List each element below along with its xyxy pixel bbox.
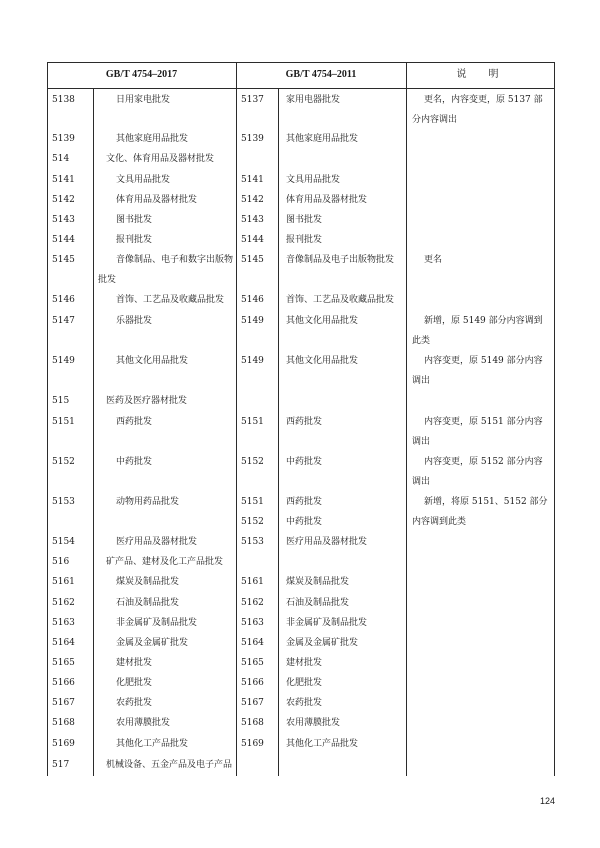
code-2011: 5165: [241, 658, 264, 668]
code-2017: 5149: [52, 356, 75, 366]
name-2017: 金属及金属矿批发: [116, 638, 189, 648]
note-content: 内容变更，原 5149 部分内容调出: [412, 356, 543, 386]
name-2017: 报刊批发: [116, 235, 153, 245]
name-2011: 其他文化用品批发: [286, 356, 359, 366]
code-2017: 5162: [52, 598, 75, 608]
code-2017: 5143: [52, 215, 75, 225]
name-2017: 中药批发: [116, 457, 153, 467]
code-2017: 514: [52, 154, 70, 164]
code-2017: 517: [52, 760, 70, 770]
note-content: 内容变更，原 5151 部分内容调出: [412, 417, 543, 447]
note-text: [412, 412, 550, 452]
name-2017: 其他化工产品批发: [116, 739, 189, 749]
code-2017: 515: [52, 396, 70, 406]
note-text: [412, 351, 550, 391]
code-2011: 5143: [241, 215, 264, 225]
code-2011: 5152: [241, 457, 264, 467]
code-2011: 5144: [241, 235, 264, 245]
name-2011: 家用电器批发: [286, 95, 341, 105]
code-2017: 516: [52, 557, 70, 567]
name-2011: 报刊批发: [286, 235, 323, 245]
code-2011: 5153: [241, 537, 264, 547]
code-2017: 5164: [52, 638, 75, 648]
name-2017: 日用家电批发: [116, 95, 171, 105]
note-content: 内容变更，原 5152 部分内容调出: [412, 457, 543, 487]
name-2017: 西药批发: [116, 417, 153, 427]
note-text: [412, 492, 550, 532]
name-2017: 医药及医疗器材批发: [106, 396, 188, 406]
name-2017: 首饰、工艺品及收藏品批发: [116, 295, 225, 305]
note-text: [412, 452, 550, 492]
name-2017: 煤炭及制品批发: [116, 577, 180, 587]
code-2011: 5142: [241, 195, 264, 205]
code-2011: 5145: [241, 255, 264, 265]
code-2011: 5137: [241, 95, 264, 105]
name-2011: 医疗用品及器材批发: [286, 537, 368, 547]
code-2017: 5152: [52, 457, 75, 467]
header-gbt-2017: GB/T 4754–2017: [105, 69, 178, 80]
name-2017: 建材批发: [116, 658, 153, 668]
code-2017: 5146: [52, 295, 75, 305]
name-2011: 其他文化用品批发: [286, 316, 359, 326]
name-2011: 建材批发: [286, 658, 323, 668]
name-2017: 体育用品及器材批发: [116, 195, 198, 205]
code-2017: 5166: [52, 678, 75, 688]
name-2011: 煤炭及制品批发: [286, 577, 350, 587]
name-2017: 石油及制品批发: [116, 598, 180, 608]
name-2017: 文具用品批发: [116, 175, 171, 185]
code-2017: 5141: [52, 175, 75, 185]
name-2011: 体育用品及器材批发: [286, 195, 368, 205]
name-2017: 农用薄膜批发: [116, 718, 171, 728]
code-2011: 5149: [241, 316, 264, 326]
note-text: [412, 250, 550, 270]
code-2017: 5154: [52, 537, 75, 547]
code-2017: 5138: [52, 95, 75, 105]
header-gbt-2011: GB/T 4754–2011: [285, 69, 357, 80]
code-2011: 5152: [241, 517, 264, 527]
note-content: 新增，将原 5151、5152 部分内容调到此类: [412, 497, 548, 527]
header-note: 说 明: [456, 69, 505, 80]
name-2011: 化肥批发: [286, 678, 323, 688]
code-2011: 5141: [241, 175, 264, 185]
name-2011: 其他化工产品批发: [286, 739, 359, 749]
name-2017: 非金属矿及制品批发: [116, 618, 198, 628]
code-2017: 5165: [52, 658, 75, 668]
code-2011: 5151: [241, 417, 264, 427]
name-2011: 金属及金属矿批发: [286, 638, 359, 648]
code-2017: 5144: [52, 235, 75, 245]
code-2011: 5169: [241, 739, 264, 749]
note-content: 更名: [424, 255, 443, 265]
code-2011: 5162: [241, 598, 264, 608]
code-2017: 5151: [52, 417, 75, 427]
code-2011: 5167: [241, 698, 264, 708]
code-2017: 5161: [52, 577, 75, 587]
name-2011: 中药批发: [286, 517, 323, 527]
name-2011: 西药批发: [286, 497, 323, 507]
name-2017: 图书批发: [116, 215, 153, 225]
name-2017: 乐器批发: [116, 316, 153, 326]
name-2011: 其他家庭用品批发: [286, 134, 359, 144]
code-2017: 5163: [52, 618, 75, 628]
code-2017: 5153: [52, 497, 75, 507]
name-2017: 矿产品、建材及化工产品批发: [106, 557, 224, 567]
name-2017: 动物用药品批发: [116, 497, 180, 507]
name-2011: 西药批发: [286, 417, 323, 427]
code-2017: 5142: [52, 195, 75, 205]
code-2017: 5139: [52, 134, 75, 144]
name-2017: 机械设备、五金产品及电子产品: [106, 760, 233, 770]
page-number: 124: [539, 796, 555, 806]
code-2017: 5169: [52, 739, 75, 749]
code-2011: 5163: [241, 618, 264, 628]
code-2017: 5145: [52, 255, 75, 265]
name-2017: 其他家庭用品批发: [116, 134, 189, 144]
name-2011: 音像制品及电子出版物批发: [286, 255, 395, 265]
name-2011: 首饰、工艺品及收藏品批发: [286, 295, 395, 305]
code-2017: 5147: [52, 316, 75, 326]
code-2011: 5146: [241, 295, 264, 305]
code-2011: 5166: [241, 678, 264, 688]
name-2011: 中药批发: [286, 457, 323, 467]
code-2011: 5164: [241, 638, 264, 648]
code-2011: 5161: [241, 577, 264, 587]
note-text: [412, 311, 550, 351]
note-content: 新增，原 5149 部分内容调到此类: [412, 316, 543, 346]
name-2011: 农药批发: [286, 698, 323, 708]
name-2011: 图书批发: [286, 215, 323, 225]
name-2017: 医疗用品及器材批发: [116, 537, 198, 547]
name-2017: 音像制品、电子和数字出版物批发: [98, 255, 234, 285]
note-text: [412, 90, 550, 130]
code-2011: 5151: [241, 497, 264, 507]
code-2011: 5139: [241, 134, 264, 144]
name-2011: 文具用品批发: [286, 175, 341, 185]
name-2017: 文化、体育用品及器材批发: [106, 154, 215, 164]
code-2011: 5168: [241, 718, 264, 728]
code-2017: 5167: [52, 698, 75, 708]
name-2011: 非金属矿及制品批发: [286, 618, 368, 628]
name-2017: 农药批发: [116, 698, 153, 708]
note-content: 更名，内容变更，原 5137 部分内容调出: [412, 95, 543, 125]
name-2017: 化肥批发: [116, 678, 153, 688]
code-2017: 5168: [52, 718, 75, 728]
name-2011: 农用薄膜批发: [286, 718, 341, 728]
name-2017: 其他文化用品批发: [116, 356, 189, 366]
code-2011: 5149: [241, 356, 264, 366]
name-2011: 石油及制品批发: [286, 598, 350, 608]
